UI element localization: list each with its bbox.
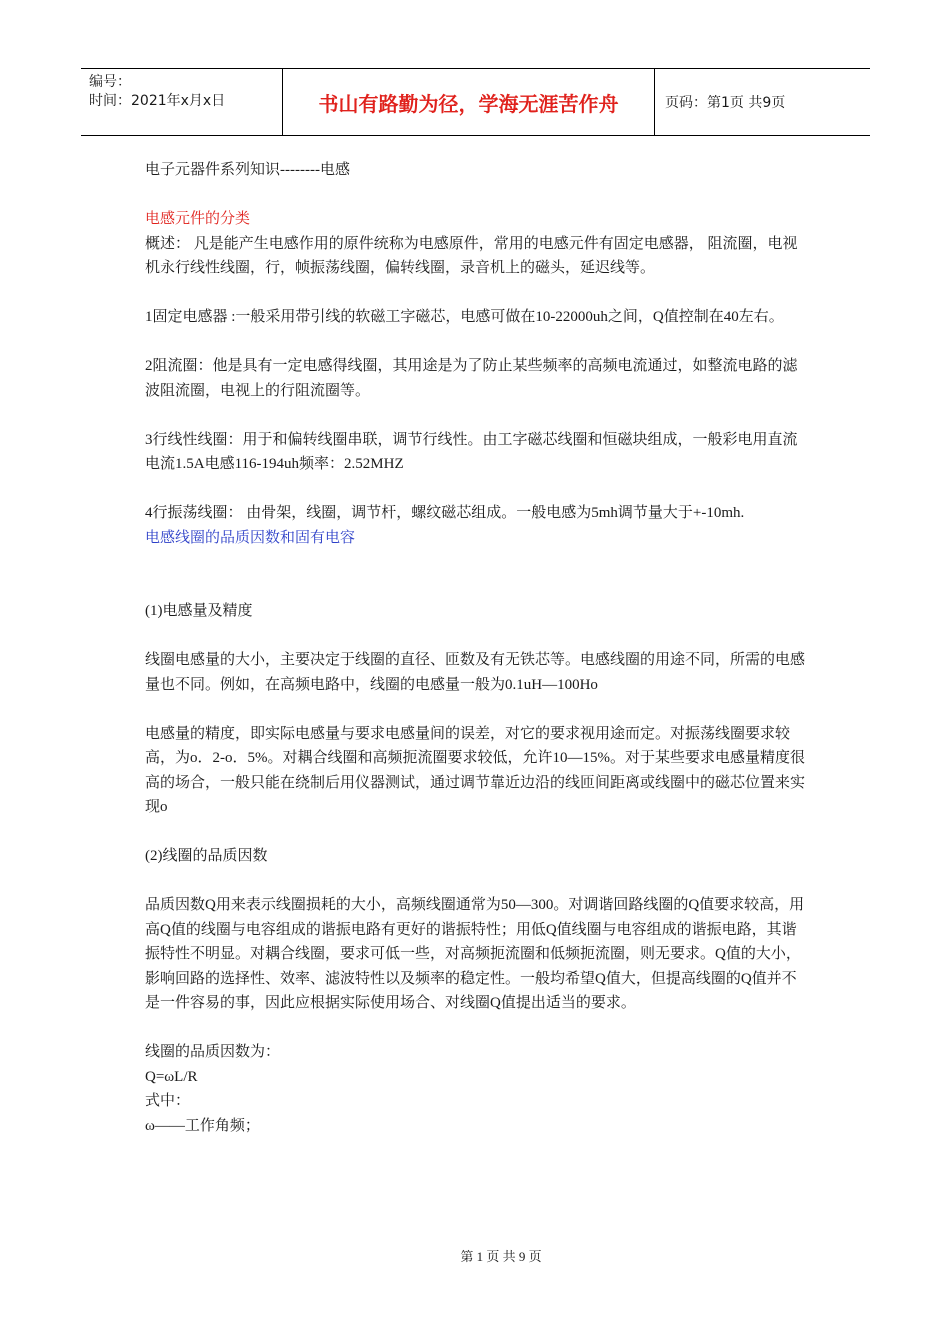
- item-linearity-coil: 3行线性线圈：用于和偏转线圈串联，调节行线性。由工字磁芯线圈和恒磁块组成，一般彩电用直流电流1.5A电感116-194uh频率：2.52MHZ: [145, 431, 798, 472]
- header-time-label: 时间：2021年x月x日: [89, 93, 226, 109]
- overview-paragraph: 概述： 凡是能产生电感作用的原件统称为电感原件，常用的电感元件有固定电感器， 阻流圈，电视机永行线性线圈，行，帧振荡线圈，偏转线圈，录音机上的磁头，延迟线等。: [145, 235, 798, 276]
- header-motto: 书山有路勤为径，学海无涯苦作舟: [282, 69, 655, 135]
- header-meta: [81, 69, 282, 135]
- header-page-info: 页码：第1页 共9页: [665, 95, 786, 111]
- document-header: [81, 68, 870, 136]
- item-oscillation-coil: 4行振荡线圈： 由骨架，线圈，调节杆，螺纹磁芯组成。一般电感为5mh调节量大于+-10mh.: [145, 505, 745, 521]
- formula: Q=ωL/R: [145, 1068, 198, 1085]
- item-fixed-inductor: 1固定电感器 :一般采用带引线的软磁工字磁芯，电感可做在10-22000uh之间，Q值控制在40左右。: [145, 309, 784, 325]
- section-heading-quality-factor: 电感线圈的品质因数和固有电容: [145, 529, 356, 546]
- item-choke-coil: 2阻流圈：他是具有一定电感得线圈，其用途是为了防止某些频率的高频电流通过，如整流电路的滤波阻流圈，电视上的行阻流圈等。: [145, 358, 798, 399]
- subheading-inductance-precision: (1)电感量及精度: [145, 603, 253, 619]
- document-title: 电子元器件系列知识--------电感: [145, 162, 350, 178]
- header-number-label: 编号：: [89, 74, 131, 90]
- section-heading-classification: 电感元件的分类: [145, 211, 251, 227]
- document-body: [145, 158, 809, 1138]
- page-footer: 第 1 页 共 9 页: [460, 1249, 542, 1264]
- formula-intro: 线圈的品质因数为：: [145, 1044, 281, 1060]
- subheading-quality-factor: (2)线圈的品质因数: [145, 848, 268, 864]
- formula-where: 式中：: [145, 1093, 191, 1109]
- paragraph-quality-factor: 品质因数Q用来表示线圈损耗的大小，高频线圈通常为50—300。对调谐回路线圈的Q值要求较高，用高Q值的线圈与电容组成的谐振电路有更好的谐振特性；用低Q值线圈与电容组成的谐振电路，其谐振特性不明显。对耦合线圈，要求可低一些，对高频扼流圈和低频扼流圈，则无要求。Q值的大小，影响回路的选择性、效率、滤波特性以及频率的稳定性。一般均希望Q值大，但提高线圈的Q值并不是一件容易的事，因此应根据实际使用场合、对线圈Q值提出适当的要求。: [145, 897, 805, 1011]
- paragraph-inductance: 线圈电感量的大小，主要决定于线圈的直径、匝数及有无铁芯等。电感线圈的用途不同，所需的电感量也不同。例如，在高频电路中，线圈的电感量一般为0.1uH—100Ho: [145, 652, 806, 693]
- formula-omega: ω——工作角频；: [145, 1117, 260, 1134]
- paragraph-precision: 电感量的精度，即实际电感量与要求电感量间的误差，对它的要求视用途而定。对振荡线圈要求较高，为o．2-o．5%。对耦合线圈和高频扼流圈要求较低，允许10—15%。对于某些要求电感量精度很高的场合，一般只能在绕制后用仪器测试，通过调节靠近边沿的线匝间距离或线圈中的磁芯位置来实现o: [145, 725, 806, 815]
